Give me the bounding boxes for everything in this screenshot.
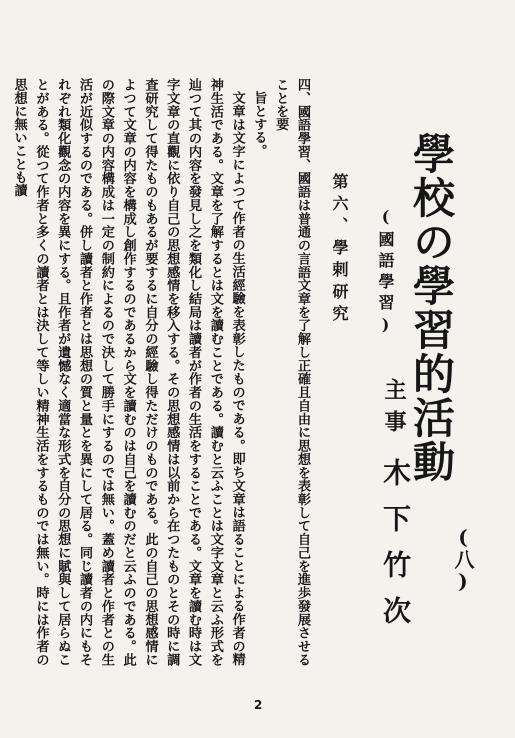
article-subtitle: (國語學習) [376,207,395,339]
body-text [11,78,313,666]
page-number: 2 [254,698,263,712]
body-heading-continuation: 旨とする。 [251,91,267,157]
section-heading: 第六、學剌研究 [330,173,349,327]
body-heading: 四、國語學習、國語は普通の言語文章を了解し正確且自由に思想を表彰して自己を進歩發展させることを要 [273,78,310,666]
body-paragraph: 文章は文字によつて作者の生活經驗を表彰したものである。即ち文章は語ることによる作者の精神生活である。文章を了解するとは文を讀むことである。讀むと云ふことは文字文章と云ふ形式を辿つて其の内容を發見し之を類化し結局は讀者が作者の生活をすることである。文章を讀む時は文字文章の直觀に依り自己の思想感情を移入する。その思想感情は以前から在つたものとその時に調査研究して得たものもあるが要するに自分の經驗し得ただけのものである。此の自己の思想感情によつて文章の内容を構成し創作するのであるから文を讀むのは自己を讀むのだと云ふのである。此の際文章の内容構成は一定の制約によるので決して勝手にするのでは無い。蓋め讀者と作者との生活が近似するのである。併し讀者と作者とは思想の質と量とを異にして居る。同じ讀者の内にもそれぞれ類化觀念の内容を異にする。且作者が遺憾なく適當な形式を自分の思想に賦與して居らぬことがある。從つて作者と多くの讀者とは決して等しい精神生活をするものでは無い。時には作者の思想に無いことも讀 [11,78,245,666]
author-name: 木下竹次 [379,458,412,642]
volume-number: (八) [451,525,475,593]
article-title: 學校の學習的活動 [407,132,456,484]
author-role: 主事 [381,378,407,442]
